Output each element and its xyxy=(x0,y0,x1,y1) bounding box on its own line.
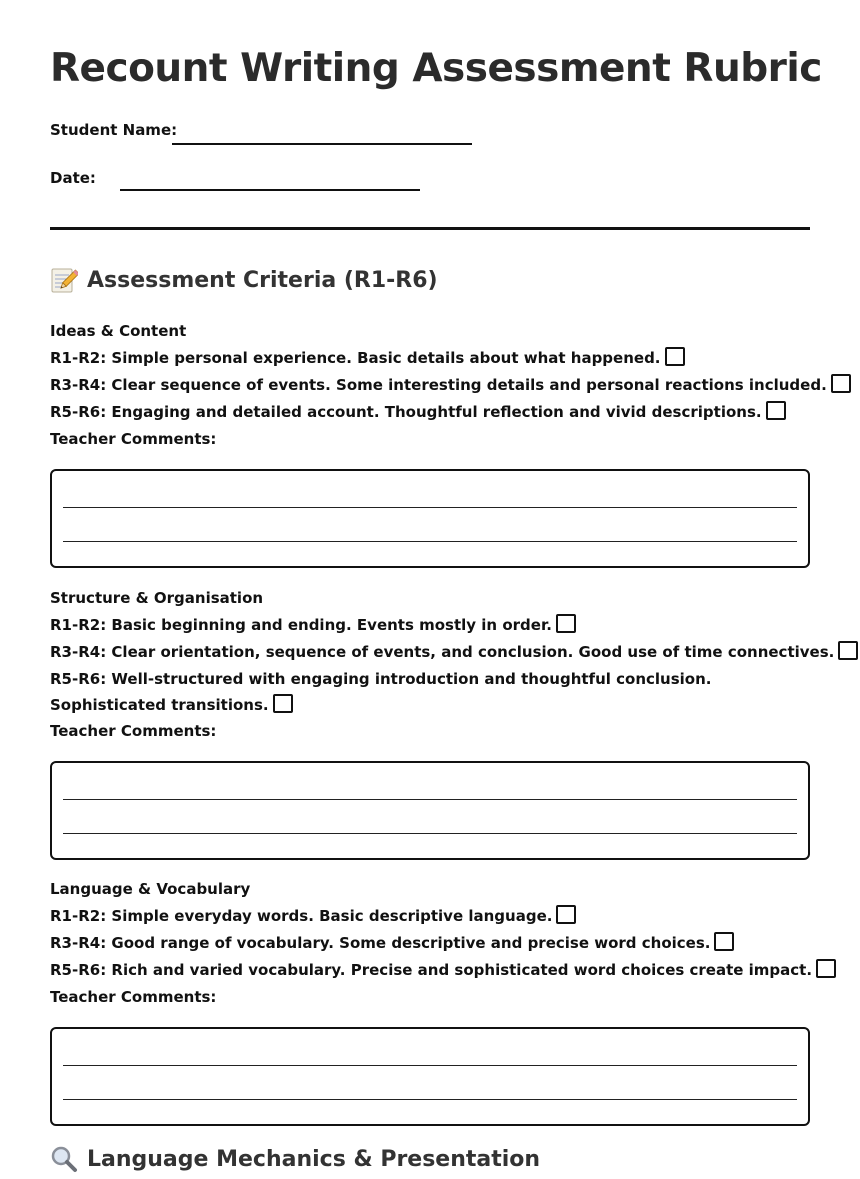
section-heading xyxy=(50,266,438,294)
comment-line xyxy=(63,541,797,542)
level-text: R1-R2: Simple everyday words. Basic descriptive language. xyxy=(50,907,553,925)
next-section-heading-text: Language Mechanics & Presentation xyxy=(87,1146,541,1172)
next-section-heading xyxy=(50,1145,540,1173)
level-r1-r2 xyxy=(50,612,810,639)
level-checkbox[interactable] xyxy=(556,905,576,924)
criterion-title: Structure & Organisation xyxy=(50,589,264,607)
comment-line xyxy=(63,1065,797,1066)
level-text: R5-R6: Engaging and detailed account. Thoughtful reflection and vivid descriptions. xyxy=(50,403,762,421)
comment-line xyxy=(63,1099,797,1100)
level-checkbox[interactable] xyxy=(273,694,293,713)
section-heading-text: Assessment Criteria (R1-R6) xyxy=(87,267,438,293)
teacher-comments-box[interactable] xyxy=(50,1027,810,1126)
criterion-title: Language & Vocabulary xyxy=(50,880,251,898)
level-text: R5-R6: Well-structured with engaging introduction and thoughtful conclusion. Sophisticated transitions. xyxy=(50,670,712,714)
magnifier-icon xyxy=(50,1145,78,1173)
memo-icon xyxy=(50,266,78,294)
student-name-row xyxy=(50,121,177,139)
level-text: R3-R4: Good range of vocabulary. Some descriptive and precise word choices. xyxy=(50,934,711,952)
level-text: R1-R2: Simple personal experience. Basic details about what happened. xyxy=(50,349,661,367)
page-title: Recount Writing Assessment Rubric xyxy=(50,46,822,91)
level-text: R3-R4: Clear sequence of events. Some interesting details and personal reactions included. xyxy=(50,376,827,394)
teacher-comments-label: Teacher Comments: xyxy=(50,722,217,740)
criterion-structure-organisation xyxy=(50,585,835,860)
student-name-field[interactable] xyxy=(172,143,472,145)
level-checkbox[interactable] xyxy=(665,347,685,366)
level-r5-r6 xyxy=(50,957,813,984)
level-r3-r4 xyxy=(50,930,810,957)
level-checkbox[interactable] xyxy=(831,374,851,393)
level-r1-r2 xyxy=(50,345,810,372)
comment-line xyxy=(63,507,797,508)
level-r1-r2 xyxy=(50,903,810,930)
criterion-language-vocabulary xyxy=(50,876,813,1126)
comment-line xyxy=(63,833,797,834)
level-text: R5-R6: Rich and varied vocabulary. Precise and sophisticated word choices create impact. xyxy=(50,961,813,979)
level-r3-r4 xyxy=(50,639,835,666)
teacher-comments-box[interactable] xyxy=(50,761,810,860)
level-checkbox[interactable] xyxy=(556,614,576,633)
level-checkbox[interactable] xyxy=(766,401,786,420)
level-text: R1-R2: Basic beginning and ending. Events mostly in order. xyxy=(50,616,552,634)
level-r5-r6 xyxy=(50,399,810,426)
teacher-comments-label: Teacher Comments: xyxy=(50,430,217,448)
date-label: Date: xyxy=(50,169,96,187)
criterion-ideas-content xyxy=(50,318,827,568)
level-checkbox[interactable] xyxy=(816,959,836,978)
level-checkbox[interactable] xyxy=(714,932,734,951)
teacher-comments-label: Teacher Comments: xyxy=(50,988,217,1006)
header-divider xyxy=(50,227,810,230)
date-field[interactable] xyxy=(120,189,420,191)
level-checkbox[interactable] xyxy=(838,641,858,660)
student-name-label: Student Name: xyxy=(50,121,178,139)
level-text: R3-R4: Clear orientation, sequence of events, and conclusion. Good use of time connectives. xyxy=(50,643,835,661)
level-r3-r4 xyxy=(50,372,827,399)
date-row xyxy=(50,169,96,187)
criterion-title: Ideas & Content xyxy=(50,322,187,340)
teacher-comments-box[interactable] xyxy=(50,469,810,568)
comment-line xyxy=(63,799,797,800)
level-r5-r6 xyxy=(50,666,770,718)
